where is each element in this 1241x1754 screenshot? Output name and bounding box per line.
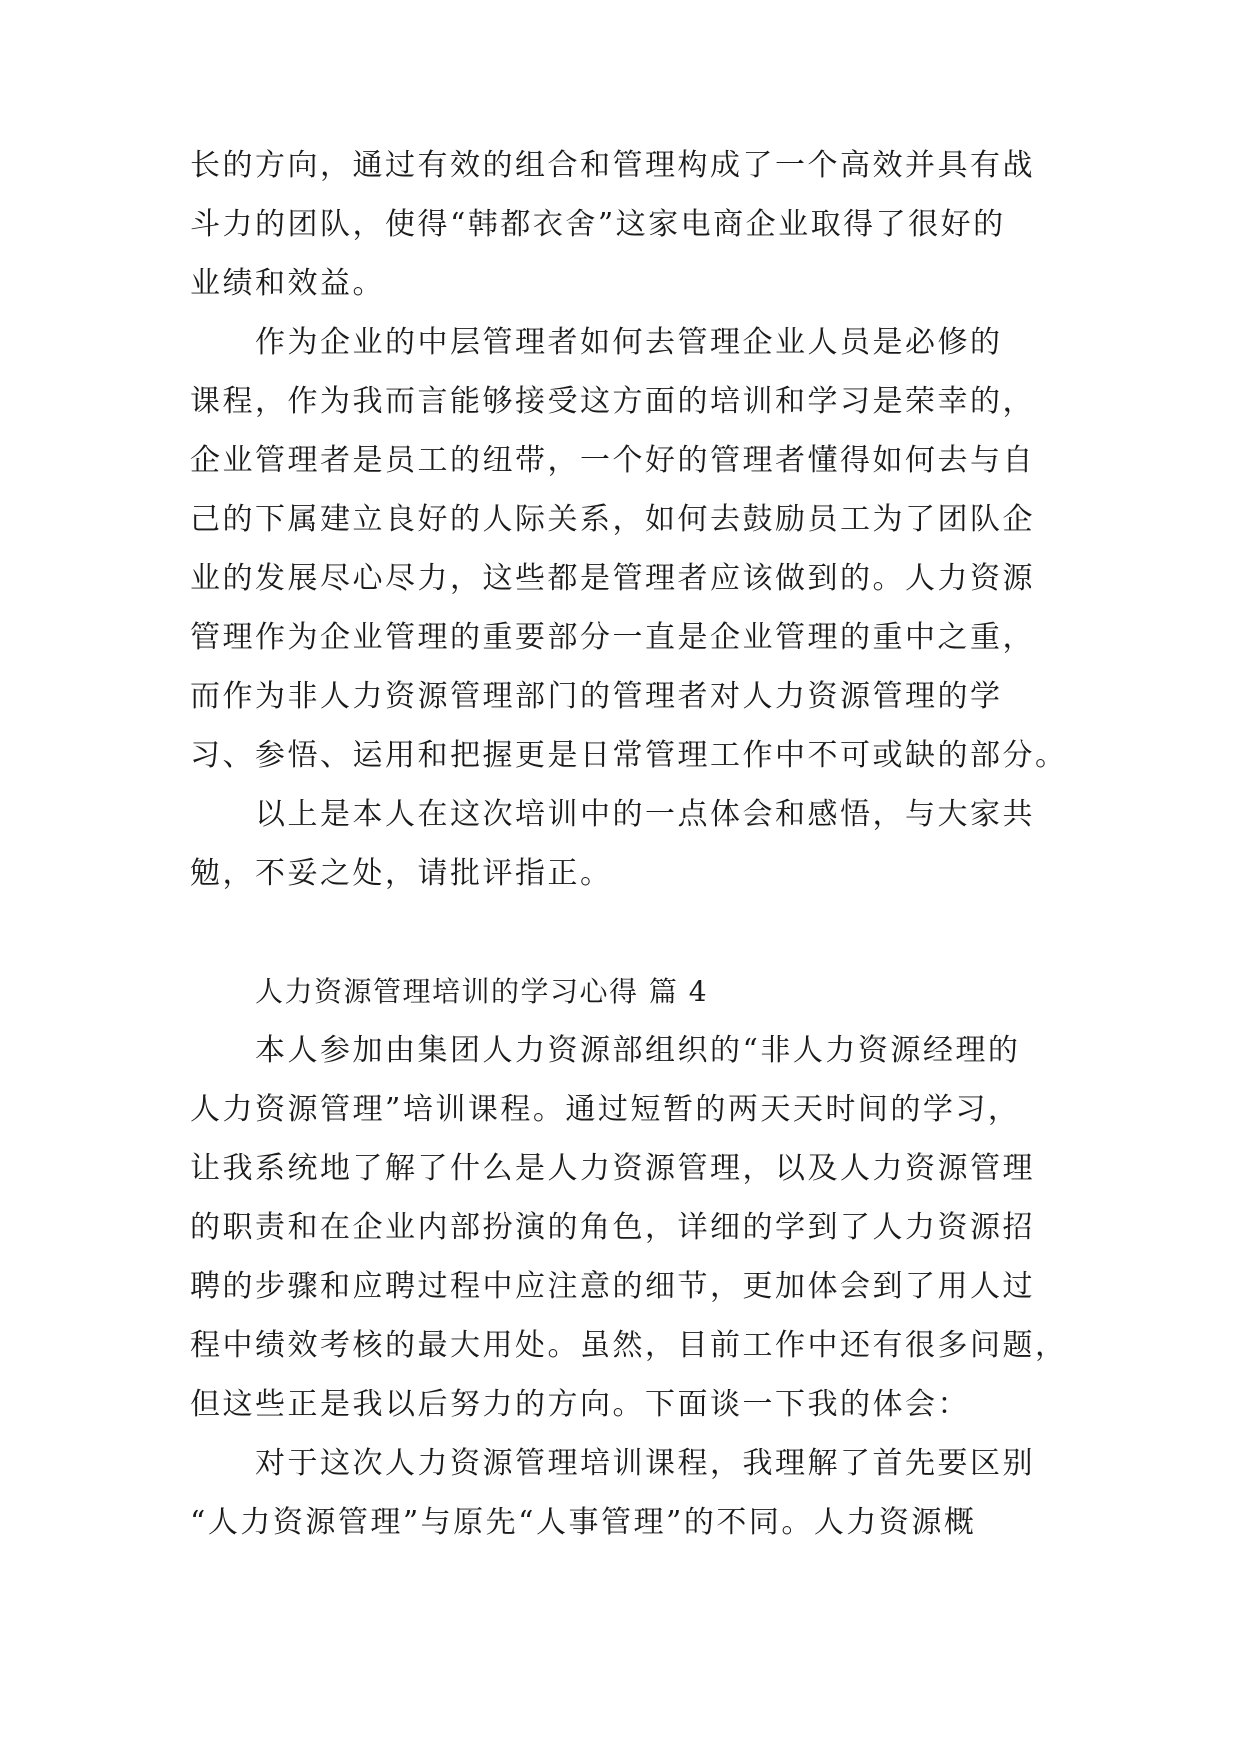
paragraph-line: 聘的步骤和应聘过程中应注意的细节，更加体会到了用人过: [190, 1269, 1035, 1304]
paragraph-line: 程中绩效考核的最大用处。虽然，目前工作中还有很多问题，: [190, 1328, 1068, 1363]
paragraph-line: 而作为非人力资源管理部门的管理者对人力资源管理的学: [190, 679, 1003, 714]
paragraph-line: 的职责和在企业内部扮演的角色，详细的学到了人力资源招: [190, 1210, 1035, 1245]
paragraph-line: 本人参加由集团人力资源部组织的“非人力资源经理的: [255, 1033, 1021, 1068]
paragraph-line: 企业管理者是员工的纽带，一个好的管理者懂得如何去与自: [190, 443, 1035, 478]
paragraph-line: 己的下属建立良好的人际关系，如何去鼓励员工为了团队企: [190, 502, 1035, 537]
paragraph-line: 让我系统地了解了什么是人力资源管理，以及人力资源管理: [190, 1151, 1035, 1186]
paragraph-line: 习、参悟、运用和把握更是日常管理工作中不可或缺的部分。: [190, 738, 1068, 773]
paragraph-line: 作为企业的中层管理者如何去管理企业人员是必修的: [255, 325, 1003, 360]
paragraph-line: 人力资源管理”培训课程。通过短暂的两天天时间的学习，: [190, 1092, 1021, 1127]
paragraph-line: 勉，不妥之处，请批评指正。: [190, 856, 613, 891]
paragraph-line: 管理作为企业管理的重要部分一直是企业管理的重中之重，: [190, 620, 1035, 655]
paragraph-line: 课程，作为我而言能够接受这方面的培训和学习是荣幸的，: [190, 384, 1035, 419]
paragraph-line: 业绩和效益。: [190, 266, 385, 301]
paragraph-line: 斗力的团队，使得“韩都衣舍”这家电商企业取得了很好的: [190, 207, 1006, 242]
paragraph-line: 以上是本人在这次培训中的一点体会和感悟，与大家共: [255, 797, 1035, 832]
paragraph-line: 业的发展尽心尽力，这些都是管理者应该做到的。人力资源: [190, 561, 1035, 596]
paragraph-line: 对于这次人力资源管理培训课程，我理解了首先要区别: [255, 1446, 1035, 1481]
paragraph-line: 但这些正是我以后努力的方向。下面谈一下我的体会：: [190, 1387, 970, 1422]
section-heading: 人力资源管理培训的学习心得 篇 4: [255, 975, 709, 1008]
paragraph-line: “人力资源管理”与原先“人事管理”的不同。人力资源概: [190, 1505, 977, 1540]
paragraph-line: 长的方向，通过有效的组合和管理构成了一个高效并具有战: [190, 148, 1035, 183]
